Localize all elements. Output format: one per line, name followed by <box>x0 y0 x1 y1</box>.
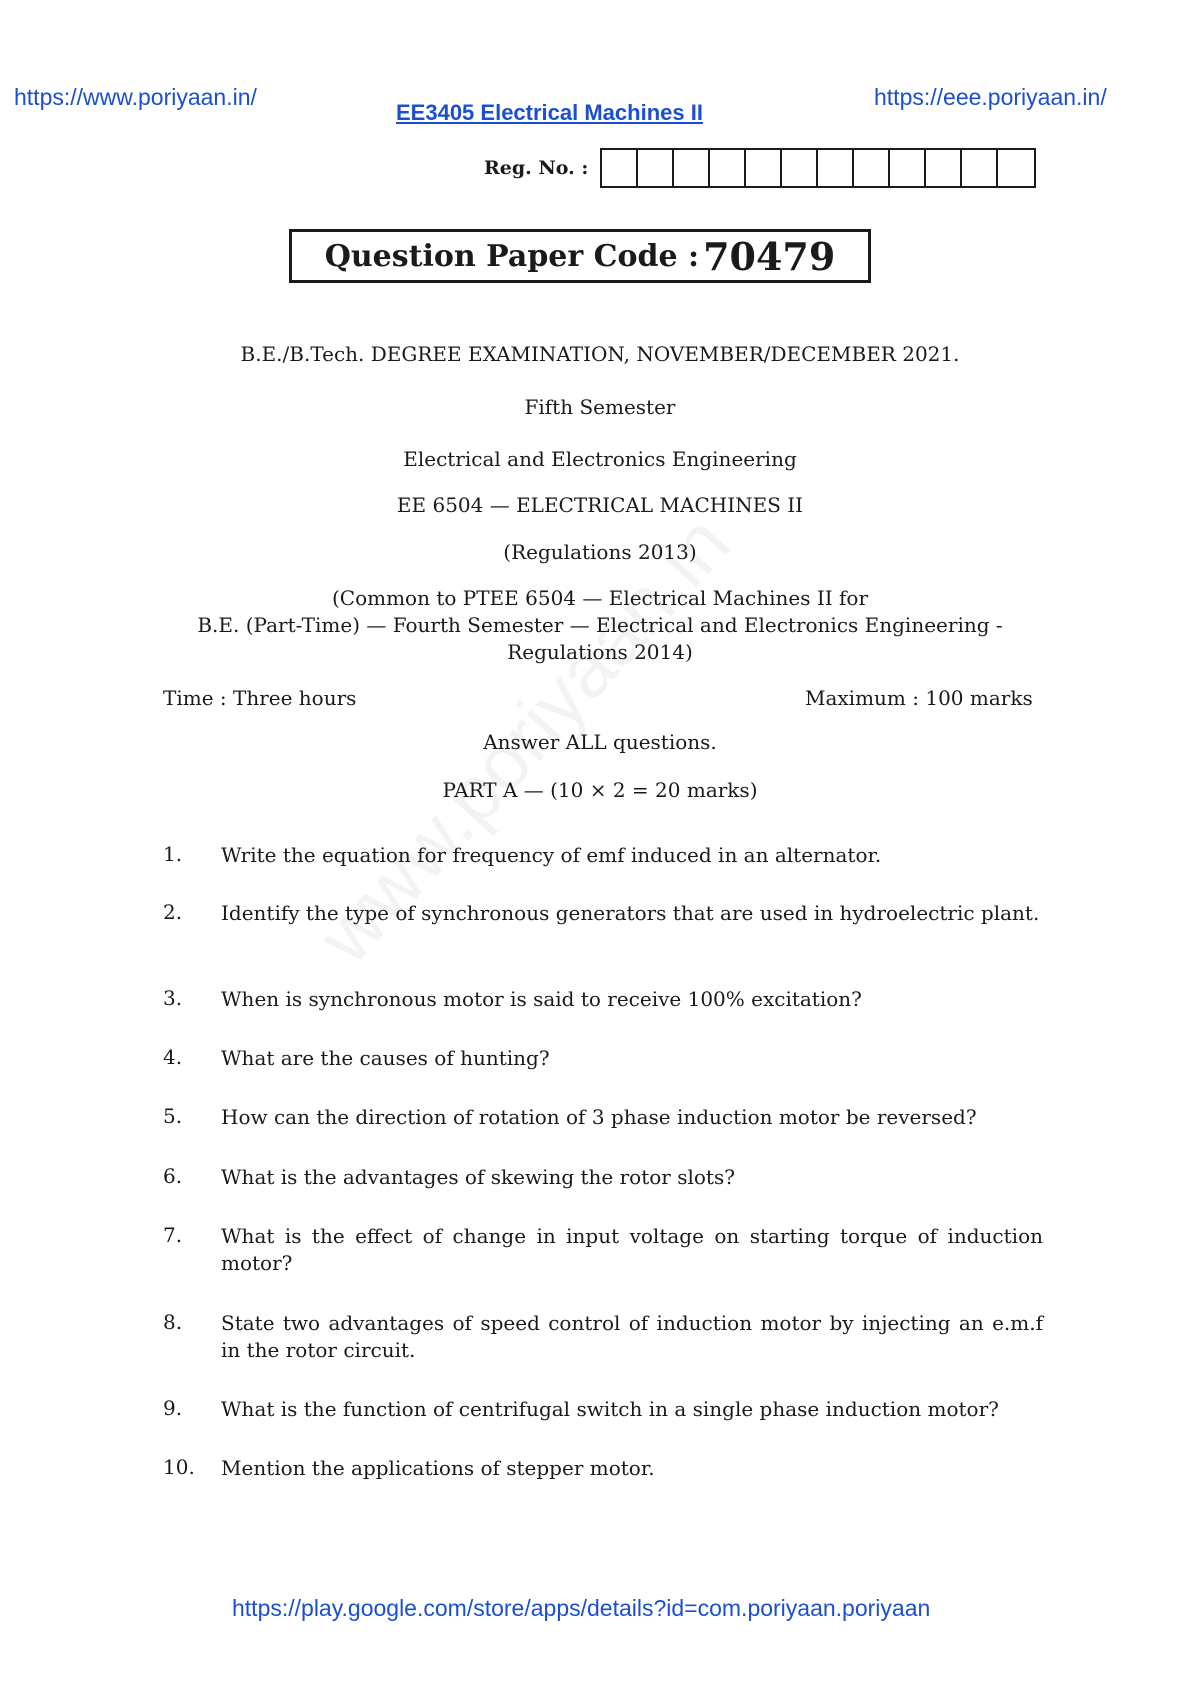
question-number: 3. <box>163 986 183 1010</box>
common-line-1: (Common to PTEE 6504 — Electrical Machines II for <box>331 586 869 610</box>
reg-no-box <box>782 150 818 186</box>
max-marks: Maximum : 100 marks <box>805 686 1033 710</box>
question-item <box>163 1310 1043 1364</box>
common-line-3: Regulations 2014) <box>507 640 693 664</box>
question-text: What is the function of centrifugal switch in a single phase induction motor? <box>221 1397 999 1421</box>
reg-no-box <box>926 150 962 186</box>
question-number: 2. <box>163 900 183 924</box>
question-text: State two advantages of speed control of induction motor by injecting an e.m.f in the rotor circuit. <box>221 1311 1043 1362</box>
eee-poriyaan-link[interactable]: https://eee.poriyaan.in/ <box>874 84 1107 110</box>
question-item <box>163 1045 1043 1072</box>
question-number: 9. <box>163 1396 183 1420</box>
course-title: EE 6504 — ELECTRICAL MACHINES II <box>396 493 804 517</box>
reg-no <box>484 148 1036 188</box>
question-item <box>163 1396 1043 1423</box>
question-item <box>163 1223 1043 1277</box>
reg-no-box <box>746 150 782 186</box>
question-text: Write the equation for frequency of emf induced in an alternator. <box>221 843 882 867</box>
question-number: 5. <box>163 1104 183 1128</box>
question-item <box>163 1164 1043 1191</box>
question-number: 7. <box>163 1223 183 1247</box>
reg-no-box <box>602 150 638 186</box>
semester: Fifth Semester <box>524 395 676 419</box>
question-number: 1. <box>163 842 183 866</box>
reg-no-box <box>638 150 674 186</box>
question-number: 10. <box>163 1455 195 1479</box>
reg-no-box <box>962 150 998 186</box>
subject-title-link[interactable]: EE3405 Electrical Machines II <box>396 100 703 125</box>
common-line-2: B.E. (Part-Time) — Fourth Semester — Electrical and Electronics Engineering - <box>197 613 1003 637</box>
degree-line: B.E./B.Tech. DEGREE EXAMINATION, NOVEMBER/DECEMBER 2021. <box>240 342 960 366</box>
question-item <box>163 1104 1043 1131</box>
instruction: Answer ALL questions. <box>483 730 717 754</box>
reg-no-box <box>818 150 854 186</box>
reg-no-boxes <box>600 148 1036 188</box>
question-text: How can the direction of rotation of 3 phase induction motor be reversed? <box>221 1105 977 1129</box>
question-text: What is the advantages of skewing the rotor slots? <box>221 1165 735 1189</box>
question-paper-code-label: Question Paper Code : <box>324 238 700 274</box>
question-text: What are the causes of hunting? <box>221 1046 550 1070</box>
question-paper-code-box <box>289 229 871 283</box>
question-number: 8. <box>163 1310 183 1334</box>
play-store-link[interactable]: https://play.google.com/store/apps/details?id=com.poriyaan.poriyaan <box>232 1595 931 1621</box>
question-number: 4. <box>163 1045 183 1069</box>
reg-no-box <box>674 150 710 186</box>
question-text: Mention the applications of stepper motor. <box>221 1456 655 1480</box>
department: Electrical and Electronics Engineering <box>403 447 797 471</box>
reg-no-box <box>710 150 746 186</box>
exam-time: Time : Three hours <box>163 686 357 710</box>
question-item <box>163 900 1043 927</box>
reg-no-label: Reg. No. : <box>484 157 589 179</box>
part-heading: PART A — (10 × 2 = 20 marks) <box>442 778 758 802</box>
reg-no-box <box>854 150 890 186</box>
poriyaan-link[interactable]: https://www.poriyaan.in/ <box>14 84 257 110</box>
question-text: What is the effect of change in input voltage on starting torque of induction motor? <box>221 1224 1043 1275</box>
reg-no-box <box>890 150 926 186</box>
question-text: Identify the type of synchronous generators that are used in hydroelectric plant. <box>221 901 1040 925</box>
question-item <box>163 986 1043 1013</box>
question-number: 6. <box>163 1164 183 1188</box>
question-paper-code: 70479 <box>703 233 836 279</box>
question-item <box>163 1455 1043 1482</box>
question-item <box>163 842 1043 869</box>
reg-no-box <box>998 150 1034 186</box>
regulations: (Regulations 2013) <box>503 540 697 564</box>
question-text: When is synchronous motor is said to receive 100% excitation? <box>221 987 862 1011</box>
